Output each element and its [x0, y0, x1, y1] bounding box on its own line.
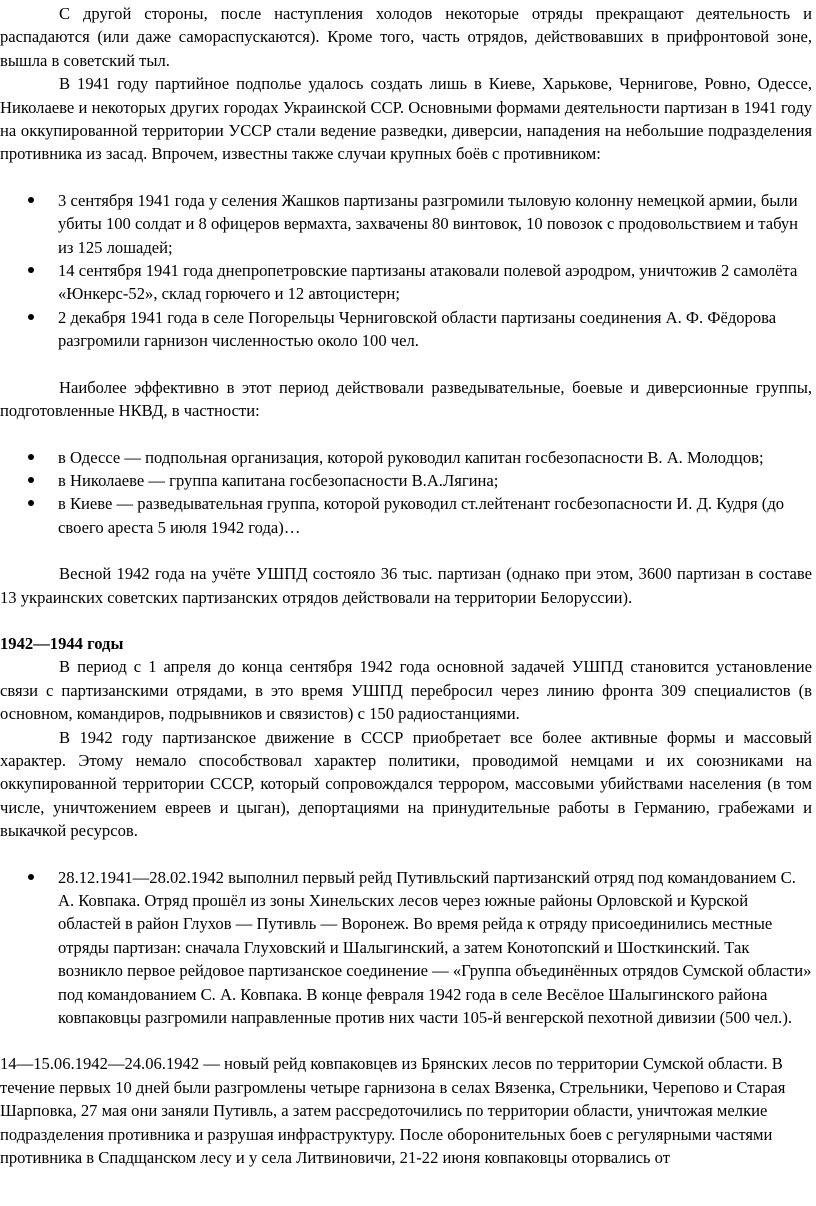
bullet-icon [28, 874, 34, 880]
paragraph-spring-1942: Весной 1942 года на учёте УШПД состояло 36 тыс. партизан (однако при этом, 3600 партизан в составе 13 украинских советских партизанских отрядов действовали на территории Белоруссии). [0, 564, 812, 607]
list-item: в Николаеве — группа капитана госбезопасности В.А.Лягина; [0, 469, 812, 492]
paragraph-cold-season: С другой стороны, после наступления холодов некоторые отряды прекращают деятельность и распадаются (или даже самораспускаются). Кроме того, часть отрядов, действовавших в прифронтовой зоне, вышла в советский тыл. [0, 4, 812, 70]
list-item: 3 сентября 1941 года у селения Жашков партизаны разгромили тыловую колонну немецкой армии, были убиты 100 солдат и 8 офицеров вермахта, захвачены 80 винтовок, 10 повозок с продовольствием и табун из 125 лошадей; [0, 189, 812, 259]
list-item: 2 декабря 1941 года в селе Погорельцы Черниговской области партизаны соединения А. Ф. Фёдорова разгромили гарнизон численностью около 100 чел. [0, 306, 812, 353]
list-item: в Киеве — разведывательная группа, которой руководил ст.лейтенант госбезопасности И. Д. Кудря (до своего ареста 5 июля 1942 года)… [0, 492, 812, 539]
list-nkvd-groups [0, 446, 812, 540]
bullet-icon [28, 477, 34, 483]
section-heading: 1942—1944 годы [0, 633, 124, 653]
bullet-icon [28, 500, 34, 506]
list-raids [0, 866, 812, 1030]
list-major-battles [0, 189, 812, 353]
list-item: 28.12.1941—28.02.1942 выполнил первый рейд Путивльский партизанский отряд под командованием С. А. Ковпака. Отряд прошёл из зоны Хинельских лесов через южные районы Орловской и Курской областей в район Глухов — Путивль — Воронеж. Во время рейда к отряду присоединились местные отряды партизан: сначала Глуховский и Шалыгинский, а затем Конотопский и Шосткинский. Так возникло первое рейдовое партизанское соединение — «Группа объединённых отрядов Сумской области» под командованием С. А. Ковпака. В конце февраля 1942 года в селе Весёлое Шалыгинского района ковпаковцы разгромили направленные против них части 105-й венгерской пехотной дивизии (500 чел.). [0, 866, 812, 1030]
list-item: в Одессе — подпольная организация, которой руководил капитан госбезопасности В. А. Молодцов; [0, 446, 812, 469]
paragraph-underground-1941: В 1941 году партийное подполье удалось создать лишь в Киеве, Харькове, Чернигове, Ровно, Одессе, Николаеве и некоторых других городах Украинской ССР. Основными формами деятельности партизан в 1941 году на оккупированной территории УССР стали ведение разведки, диверсии, нападения на небольшие подразделения противника из засад. Впрочем, известны также случаи крупных боёв с противником: [0, 74, 812, 164]
document-page [0, 2, 812, 1169]
bullet-icon [28, 197, 34, 203]
list-item: 14 сентября 1941 года днепропетровские партизаны атаковали полевой аэродром, уничтожив 2 самолёта «Юнкерс-52», склад горючего и 12 автоцистерн; [0, 259, 812, 306]
paragraph-movement-1942: В 1942 году партизанское движение в СССР приобретает все более активные формы и массовый характер. Этому немало способствовал характер политики, проводимой немцами и их союзниками на оккупированной территории СССР, который сопровождался террором, массовыми убийствами населения (в том числе, уничтожением евреев и цыган), депортациями на принудительные работы в Германию, грабежами и выкачкой ресурсов. [0, 727, 812, 841]
paragraph-ushpd-tasks: В период с 1 апреля до конца сентября 1942 года основной задачей УШПД становится установление связи с партизанскими отрядами, в это время УШПД перебросил через линию фронта 309 специалистов (в основном, командиров, подрывников и связистов) с 150 радиостанциями. [0, 657, 812, 724]
paragraph-second-raid: 14—15.06.1942—24.06.1942 — новый рейд ковпаковцев из Брянских лесов по территории Сумской области. В течение первых 10 дней были разгромлены четыре гарнизона в селах Вязенка, Стрельники, Черепово и Старая Шарповка, 27 мая они заняли Путивль, а затем рассредоточились по территории области, уничтожая мелкие подразделения противника и разрушая инфраструктуру. После оборонительных боев с регулярными частями противника в Спадщанском лесу и у села Литвиновичи, 21-22 июня ковпаковцы оторвались от [0, 1054, 786, 1168]
paragraph-nkvd-groups: Наиболее эффективно в этот период действовали разведывательные, боевые и диверсионные группы, подготовленные НКВД, в частности: [0, 377, 812, 421]
bullet-icon [28, 267, 34, 273]
bullet-icon [28, 314, 34, 320]
bullet-icon [28, 454, 34, 460]
